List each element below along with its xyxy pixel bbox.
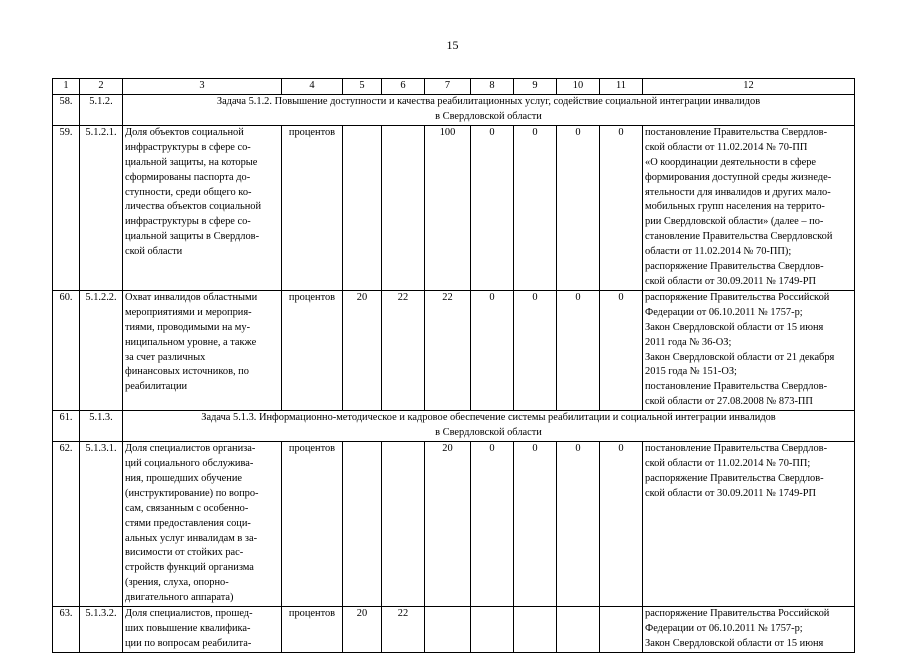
- text-line: инфраструктуры в сфере со-: [125, 141, 251, 153]
- indicator-name: [123, 607, 282, 653]
- text-line: Охват инвалидов областными: [125, 291, 258, 303]
- header-cell: 4: [282, 79, 343, 95]
- value-cell: 0: [471, 125, 514, 290]
- value-cell: 0: [557, 290, 600, 410]
- value-cell: 22: [425, 290, 471, 410]
- row-number: 62.: [53, 442, 80, 607]
- text-line: висимости от стойких рас-: [125, 547, 244, 559]
- row-number: 61.: [53, 411, 80, 442]
- text-line: распоряжение Правительства Свердлов-: [645, 261, 824, 273]
- value-cell: [343, 442, 382, 607]
- text-line: инфраструктуры в сфере со-: [125, 216, 251, 228]
- text-line: ших повышение квалифика-: [125, 623, 251, 634]
- value-cell: 0: [557, 442, 600, 607]
- value-cell: [514, 607, 557, 653]
- value-cell: 22: [382, 607, 425, 653]
- text-line: финансовых источников, по: [125, 366, 249, 378]
- value-cell: [600, 607, 643, 653]
- text-line: мероприятиями и мероприя-: [125, 306, 252, 318]
- value-cell: 0: [514, 125, 557, 290]
- header-cell: 7: [425, 79, 471, 95]
- value-cell: [471, 607, 514, 653]
- value-cell: 0: [514, 442, 557, 607]
- text-line: рии Свердловской области» (далее – по-: [645, 216, 824, 228]
- row-code: 5.1.2.2.: [80, 290, 123, 410]
- text-line: Федерации от 06.10.2011 № 1757-р;: [645, 306, 803, 318]
- text-line: Закон Свердловской области от 21 декабря: [645, 351, 835, 363]
- page-number: 15: [446, 38, 459, 52]
- table-row: [53, 607, 855, 653]
- text-line: (инструктирование) по вопро-: [125, 487, 259, 499]
- text-line: формирования доступной среды жизнеде-: [645, 171, 832, 183]
- text-line: мобильных групп населения на террито-: [645, 201, 825, 213]
- value-cell: 0: [514, 290, 557, 410]
- unit-cell: процентов: [282, 442, 343, 607]
- task-title-line: в Свердловской области: [435, 110, 542, 122]
- header-cell: 1: [53, 79, 80, 95]
- text-line: альных услуг инвалидам в за-: [125, 532, 258, 544]
- value-cell: 0: [600, 125, 643, 290]
- legal-basis: [643, 290, 855, 410]
- text-line: стями предоставления соци-: [125, 517, 251, 529]
- text-line: области от 11.02.2014 № 70-ПП);: [645, 246, 792, 258]
- text-line: распоряжение Правительства Свердлов-: [645, 472, 824, 484]
- text-line: ской области от 27.08.2008 № 873-ПП: [645, 396, 813, 408]
- text-line: ния, прошедших обучение: [125, 472, 243, 484]
- text-line: 2015 года № 151-ОЗ;: [645, 366, 737, 378]
- row-code: 5.1.2.: [80, 94, 123, 125]
- text-line: Доля специалистов организа-: [125, 443, 256, 455]
- header-cell: 9: [514, 79, 557, 95]
- row-code: 5.1.3.2.: [80, 607, 123, 653]
- header-cell: 2: [80, 79, 123, 95]
- text-line: ятельности для инвалидов и других мало-: [645, 186, 831, 198]
- text-line: ций социального обслужива-: [125, 458, 254, 470]
- header-cell: 5: [343, 79, 382, 95]
- value-cell: 100: [425, 125, 471, 290]
- value-cell: 0: [471, 442, 514, 607]
- task-row: [53, 94, 855, 125]
- text-line: циальной защиты, на которые: [125, 156, 258, 168]
- text-line: Доля объектов социальной: [125, 126, 244, 138]
- text-line: «О координации деятельности в сфере: [645, 156, 817, 168]
- value-cell: [382, 125, 425, 290]
- value-cell: 0: [600, 290, 643, 410]
- text-line: тиями, проводимыми на му-: [125, 321, 251, 333]
- value-cell: 0: [557, 125, 600, 290]
- text-line: циальной защиты в Свердлов-: [125, 231, 260, 243]
- row-number: 63.: [53, 607, 80, 653]
- text-line: сформированы паспорта до-: [125, 171, 251, 183]
- legal-basis: [643, 125, 855, 290]
- value-cell: [343, 125, 382, 290]
- value-cell: 0: [471, 290, 514, 410]
- text-line: ступности, среди общего ко-: [125, 186, 252, 198]
- task-row: [53, 411, 855, 442]
- value-cell: 20: [343, 607, 382, 653]
- text-line: 2011 года № 36-ОЗ;: [645, 336, 732, 348]
- header-cell: 11: [600, 79, 643, 95]
- text-line: личества объектов социальной: [125, 201, 262, 213]
- value-cell: 0: [600, 442, 643, 607]
- text-line: двигательного аппарата): [125, 592, 234, 604]
- row-code: 5.1.2.1.: [80, 125, 123, 290]
- indicators-table: [52, 78, 855, 653]
- text-line: (зрения, слуха, опорно-: [125, 577, 229, 589]
- header-cell: 12: [643, 79, 855, 95]
- value-cell: 20: [343, 290, 382, 410]
- unit-cell: процентов: [282, 607, 343, 653]
- indicator-name: [123, 442, 282, 607]
- text-line: реабилитации: [125, 381, 188, 393]
- text-line: Закон Свердловской области от 15 июня: [645, 637, 824, 649]
- text-line: ской области от 30.09.2011 № 1749-РП: [645, 487, 817, 499]
- legal-basis: [643, 607, 855, 653]
- text-line: постановление Правительства Свердлов-: [645, 126, 828, 138]
- task-title: [123, 94, 855, 125]
- text-line: распоряжение Правительства Российской: [645, 291, 830, 303]
- unit-cell: процентов: [282, 290, 343, 410]
- row-code: 5.1.3.: [80, 411, 123, 442]
- text-line: ской области от 30.09.2011 № 1749-РП: [645, 275, 817, 287]
- header-cell: 8: [471, 79, 514, 95]
- text-line: Федерации от 06.10.2011 № 1757-р;: [645, 623, 803, 634]
- text-line: распоряжение Правительства Российской: [645, 608, 830, 620]
- text-line: сам, связанным с особенно-: [125, 502, 249, 514]
- value-cell: [425, 607, 471, 653]
- table-row: [53, 442, 855, 607]
- text-line: постановление Правительства Свердлов-: [645, 443, 828, 455]
- text-line: Доля специалистов, прошед-: [125, 608, 253, 620]
- legal-basis: [643, 442, 855, 607]
- text-line: становление Правительства Свердловской: [645, 231, 833, 243]
- text-line: ской области от 11.02.2014 № 70-ПП: [645, 141, 808, 153]
- row-code: 5.1.3.1.: [80, 442, 123, 607]
- header-cell: 6: [382, 79, 425, 95]
- table-row: [53, 290, 855, 410]
- text-line: постановление Правительства Свердлов-: [645, 381, 828, 393]
- row-number: 58.: [53, 94, 80, 125]
- header-cell: 3: [123, 79, 282, 95]
- value-cell: [557, 607, 600, 653]
- column-number-header: [53, 79, 855, 95]
- row-number: 59.: [53, 125, 80, 290]
- unit-cell: процентов: [282, 125, 343, 290]
- task-title-line: в Свердловской области: [435, 427, 542, 439]
- header-cell: 10: [557, 79, 600, 95]
- indicator-name: [123, 290, 282, 410]
- text-line: ской области: [125, 246, 183, 258]
- indicator-name: [123, 125, 282, 290]
- task-title: [123, 411, 855, 442]
- text-line: за счет различных: [125, 351, 206, 363]
- text-line: ниципальном уровне, а также: [125, 336, 257, 348]
- text-line: стройств функций организма: [125, 562, 254, 574]
- text-line: ской области от 11.02.2014 № 70-ПП;: [645, 458, 811, 470]
- value-cell: 20: [425, 442, 471, 607]
- text-line: Закон Свердловской области от 15 июня: [645, 321, 824, 333]
- value-cell: 22: [382, 290, 425, 410]
- table-row: [53, 125, 855, 290]
- row-number: 60.: [53, 290, 80, 410]
- task-title-line: Задача 5.1.3. Информационно-методическое и кадровое обеспечение системы реабилитации и социальной интеграции инвалидов: [201, 412, 776, 424]
- value-cell: [382, 442, 425, 607]
- text-line: ции по вопросам реабилита-: [125, 637, 252, 649]
- task-title-line: Задача 5.1.2. Повышение доступности и качества реабилитационных услуг, содействие социальной интеграции инвалидов: [216, 95, 761, 107]
